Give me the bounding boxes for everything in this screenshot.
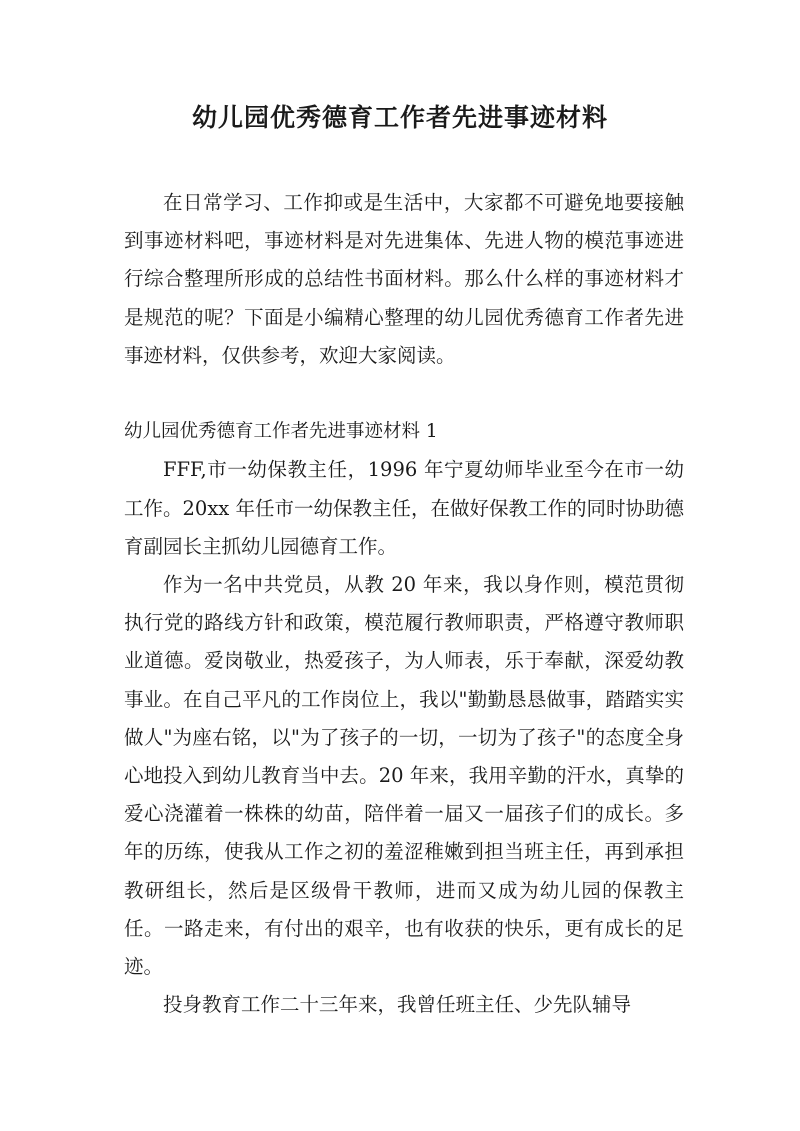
body-paragraph: 投身教育工作二十三年来，我曾任班主任、少先队辅导 [163, 993, 632, 1017]
document-body [124, 184, 684, 1024]
document-title: 幼儿园优秀德育工作者先进事迹材料 [191, 103, 608, 132]
intro-paragraph: 在日常学习、工作抑或是生活中，大家都不可避免地要接触到事迹材料吧，事迹材料是对先进集体、先进人物的模范事迹进行综合整理所形成的总结性书面材料。那么什么样的事迹材料才是规范的呢？下面是小编精心整理的幼儿园优秀德育工作者先进事迹材料，仅供参考，欢迎大家阅读。 [124, 191, 684, 367]
body-paragraph: 作为一名中共党员，从教 20 年来，我以身作则，模范贯彻执行党的路线方针和政策，模范履行教师职责，严格遵守教师职业道德。爱岗敬业，热爱孩子，为人师表，乐于奉献，深爱幼教事业。在自己平凡的工作岗位上，我以"勤勤恳恳做事，踏踏实实做人"为座右铭，以"为了孩子的一切，一切为了孩子"的态度全身心地投入到幼儿教育当中去。20 年来，我用辛勤的汗水，真挚的爱心浇灌着一株株的幼苗，陪伴着一届又一届孩子们的成长。多年的历练，使我从工作之初的羞涩稚嫩到担当班主任，再到承担教研组长，然后是区级骨干教师，进而又成为幼儿园的保教主任。一路走来，有付出的艰辛，也有收获的快乐，更有成长的足迹。 [124, 573, 684, 979]
body-paragraph: FFF,市一幼保教主任，1996 年宁夏幼师毕业至今在市一幼工作。20xx 年任市一幼保教主任，在做好保教工作的同时协助德育副园长主抓幼儿园德育工作。 [124, 458, 685, 558]
section-heading: 幼儿园优秀德育工作者先进事迹材料 1 [124, 421, 438, 443]
